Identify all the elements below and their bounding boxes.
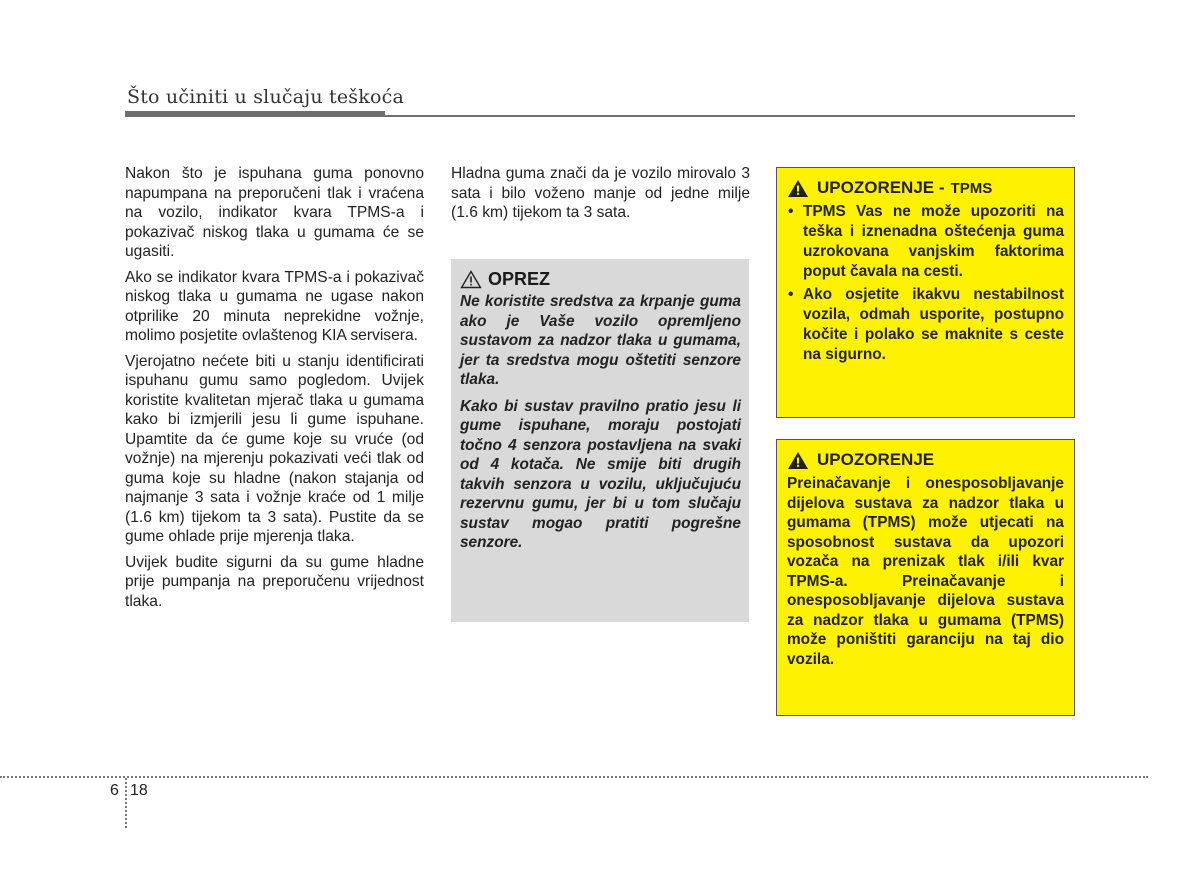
warning-title-suffix: TPMS: [950, 179, 993, 197]
warning-heading: [787, 178, 1064, 198]
warning-triangle-filled-icon: [787, 451, 809, 470]
left-column: [125, 164, 424, 617]
footer-page-separator: [125, 778, 127, 828]
list-item: • Ako osjetite ikakvu nestabilnost vozila, odmah usporite, postupno kočite i polako se maknite s ceste na sigurno.: [787, 285, 1064, 365]
footer-divider: [0, 776, 1148, 778]
warning-title: UPOZORENJE -: [817, 178, 945, 197]
caution-title: OPREZ: [488, 269, 551, 289]
warning-triangle-outline-icon: [460, 270, 482, 289]
warning-heading: [787, 450, 1064, 470]
paragraph: Nakon što je ispuhana guma ponovno napumpana na preporučeni tlak i vraćena na vozilo, indikator kvara TPMS-a i pokazivač niskog tlaka u gumama će se ugasiti.: [125, 165, 424, 260]
warning-box-tpms: [776, 167, 1075, 418]
header-rule-thin: [125, 115, 1075, 117]
chapter-number: 6: [110, 782, 119, 799]
warning-triangle-filled-icon: [787, 179, 809, 198]
caution-box: [451, 259, 749, 622]
list-item: • TPMS Vas ne može upozoriti na teška i iznenadna oštećenja guma uzrokovana vanjskim faktorima poput čavala na cesti.: [787, 202, 1064, 282]
cold-tyre-paragraph: Hladna guma znači da je vozilo mirovalo 3 sata i bilo voženo manje od jedne milje (1.6 km) tijekom ta 3 sata.: [451, 165, 750, 221]
caution-heading: [460, 269, 741, 290]
paragraph: Uvijek budite sigurni da su gume hladne prije pumpanja na preporučenu vrijednost tlaka.: [125, 553, 424, 610]
warning-list: [787, 202, 1064, 365]
paragraph: Vjerojatno nećete biti u stanju identificirati ispuhanu gumu samo pogledom. Uvijek koristite kvalitetan mjerač tlaka u gumama kako bi izmjerili jesu li gume ispuhane. Upamtite da će gume koje su vruće (od vožnje) na mjerenju pokazivati veći tlak od guma koje su hladne (nakon stajanja od najmanje 3 sata i vožnje kraće od 1 milje (1.6 km) tijekom ta 3 sata). Pustite da se gume ohlade prije mjerenja tlaka.: [125, 352, 424, 545]
paragraph: Ako se indikator kvara TPMS-a i pokazivač niskog tlaka u gumama ne ugase nakon otprilike 20 minuta neprekidne vožnje, molimo posjetite ovlaštenog KIA servisera.: [125, 268, 424, 344]
warning-title: UPOZORENJE: [817, 450, 935, 469]
caution-paragraph: Ne koristite sredstva za krpanje guma ako je Vaše vozilo opremljeno sustavom za nadzor tlaka u gumama, jer ta sredstva mogu oštetiti senzore tlaka.: [460, 293, 741, 388]
caution-paragraph: Kako bi sustav pravilno pratio jesu li gume ispuhane, moraju postojati točno 4 senzora postavljena na svaki od 4 kotača. Ne smije biti drugih takvih senzora u vozilu, uključujuću rezervnu gumu, jer bi u tom slučaju sustav mogao pratiti pogrešne senzore.: [460, 397, 741, 551]
warning-paragraph: Preinačavanje i onesposobljavanje dijelova sustava za nadzor tlaka u gumama (TPMS) može utjecati na sposobnost sustava da upozori vozača na prenizak tlak i/ili kvar TPMS-a. Preinačavanje i onesposobljavanje dijelova sustava za nadzor tlaka u gumama (TPMS) može poništiti garanciju na taj dio vozila.: [787, 475, 1064, 668]
warning-box-modification: [776, 439, 1075, 716]
page-header-title: Što učiniti u slučaju teškoća: [127, 86, 404, 108]
page-number: 18: [130, 782, 148, 799]
